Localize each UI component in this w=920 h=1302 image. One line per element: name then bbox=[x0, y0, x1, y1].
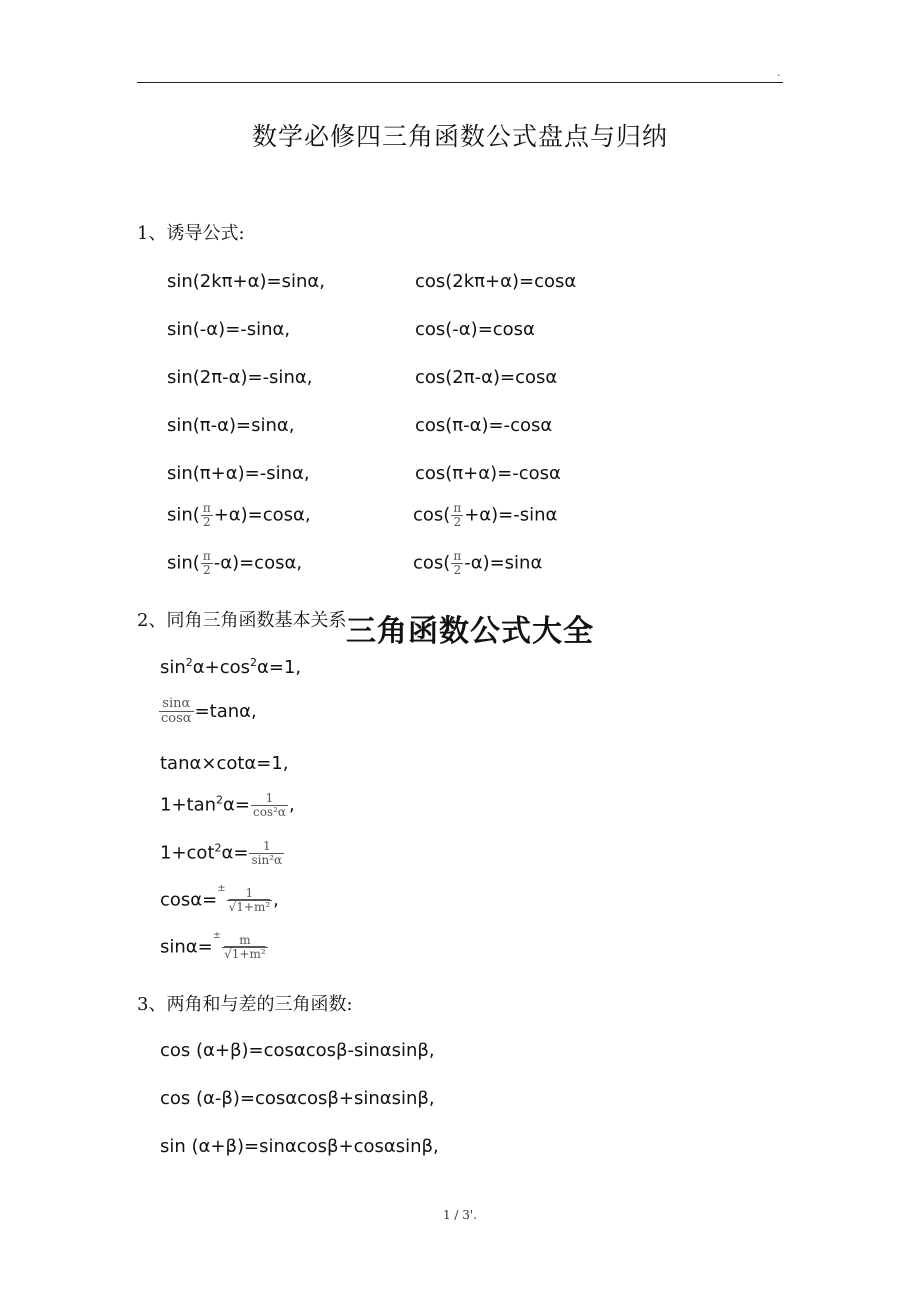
section-1-heading: 1、诱导公式: bbox=[137, 223, 245, 244]
induction-formula-sin-1: sin(2kπ+α)=sinα, bbox=[167, 271, 325, 292]
overlay-title: 三角函数公式大全 bbox=[346, 614, 594, 649]
one-over-sin-sq-fraction: $\frac{1}{\text{sin²α}}$ bbox=[251, 839, 283, 868]
one-over-sqrt-fraction: $\frac{1}{\text{√1+m²}}$ bbox=[228, 886, 271, 915]
header-rule bbox=[137, 82, 783, 83]
induction-formula-cos-3: cos(2π-α)=cosα bbox=[415, 367, 558, 388]
induction-formula-sin-5: sin(π+α)=-sinα, bbox=[167, 463, 310, 484]
m-over-sqrt-fraction: $\frac{m}{\text{√1+m²}}$ bbox=[224, 933, 266, 962]
sin-over-cos-fraction: $\frac{\sin\alpha}{\cos\alpha}$ bbox=[161, 696, 192, 727]
half-pi-fraction: $\frac{\pi}{2}$ bbox=[202, 501, 211, 530]
document-title: 数学必修四三角函数公式盘点与归纳 bbox=[251, 122, 668, 151]
half-pi-fraction: $\frac{\pi}{2}$ bbox=[453, 501, 462, 530]
sum-formula-sin-plus: sin (α+β)=sinαcosβ+cosαsinβ, bbox=[160, 1136, 439, 1157]
section-2-heading: 2、同角三角函数基本关系 bbox=[137, 610, 347, 631]
cot-squared-identity: $1+\cot^2\alpha=$ $\frac{1}{\text{sin²α}}$ bbox=[160, 839, 283, 868]
reciprocal-identity: tanα×cotα=1, bbox=[160, 753, 289, 774]
sum-formula-cos-plus: cos (α+β)=cosαcosβ-sinαsinβ, bbox=[160, 1040, 435, 1061]
sin-in-terms-of-m: sinα=± $\frac{m}{\text{√1+m²}}$ bbox=[160, 930, 266, 962]
header-corner-mark: . bbox=[777, 66, 781, 79]
induction-formula-cos-6: cos( $\frac{\pi}{2}$ +α)=-sinα bbox=[413, 501, 558, 530]
section-3-heading: 3、两角和与差的三角函数: bbox=[137, 994, 353, 1015]
half-pi-fraction: $\frac{\pi}{2}$ bbox=[453, 549, 462, 578]
induction-formula-cos-4: cos(π-α)=-cosα bbox=[415, 415, 553, 436]
one-over-cos-sq-fraction: $\frac{1}{\text{cos²α}}$ bbox=[252, 791, 287, 820]
induction-formula-cos-1: cos(2kπ+α)=cosα bbox=[415, 271, 577, 292]
page-number: 1 / 3'. bbox=[442, 1208, 478, 1222]
tan-squared-identity: $1+\tan^2\alpha=$ $\frac{1}{\text{cos²α}}$ , bbox=[160, 791, 295, 820]
induction-formula-sin-7: sin( $\frac{\pi}{2}$ -α)=cosα, bbox=[167, 549, 303, 578]
induction-formula-cos-5: cos(π+α)=-cosα bbox=[415, 463, 561, 484]
induction-formula-sin-4: sin(π-α)=sinα, bbox=[167, 415, 295, 436]
sum-formula-cos-minus: cos (α-β)=cosαcosβ+sinαsinβ, bbox=[160, 1088, 435, 1109]
pythagorean-identity: $\sin^2\alpha+\cos^2\alpha=1$, bbox=[160, 656, 302, 678]
quotient-identity: $\frac{\sin\alpha}{\cos\alpha}$ =tanα, bbox=[161, 696, 257, 727]
induction-formula-sin-2: sin(-α)=-sinα, bbox=[167, 319, 291, 340]
induction-formula-cos-2: cos(-α)=cosα bbox=[415, 319, 535, 340]
half-pi-fraction: $\frac{\pi}{2}$ bbox=[202, 549, 211, 578]
induction-formula-sin-6: sin( $\frac{\pi}{2}$ +α)=cosα, bbox=[167, 501, 311, 530]
cos-in-terms-of-m: cosα=± $\frac{1}{\text{√1+m²}}$ , bbox=[160, 883, 279, 915]
induction-formula-sin-3: sin(2π-α)=-sinα, bbox=[167, 367, 313, 388]
induction-formula-cos-7: cos( $\frac{\pi}{2}$ -α)=sinα bbox=[413, 549, 543, 578]
